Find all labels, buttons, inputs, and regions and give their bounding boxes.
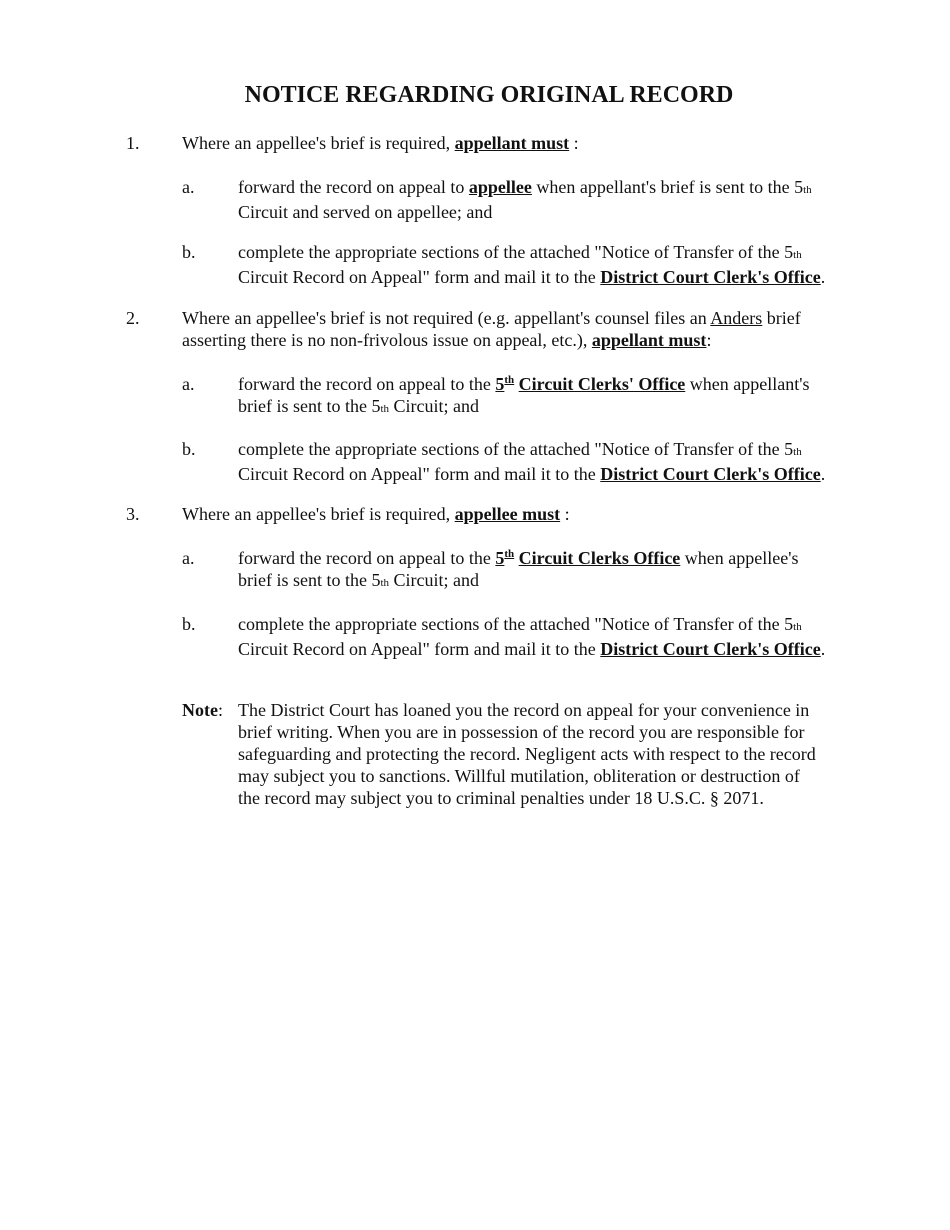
item-2a-letter: a. xyxy=(182,374,195,394)
note-text: The District Court has loaned you the record on appeal for your convenience in brief writing. When you are in possession of the record you are responsible for safeguarding and protecting the record. Negligent acts with respect to the record may subject you to sanctions. Willful mutilation, obliteration or destruction of the record may subject you to criminal penalties under 18 U.S.C. § 2071. xyxy=(238,700,816,808)
item-3-emphasis: appellee must xyxy=(454,504,561,524)
item-3b-letter: b. xyxy=(182,614,196,634)
item-1-text: Where an appellee's brief is required, appellant must : xyxy=(182,133,579,153)
item-1b-letter: b. xyxy=(182,242,196,262)
item-number-2: 2. xyxy=(126,308,140,328)
item-number-1: 1. xyxy=(126,133,140,153)
item-3a-letter: a. xyxy=(182,548,195,568)
item-3a-text: forward the record on appeal to the 5th Circuit Clerks Office when appellee's brief is sent to the 5th Circuit; and xyxy=(238,548,799,590)
item-3b-text: complete the appropriate sections of the attached "Notice of Transfer of the 5th Circuit Record on Appeal" form and mail it to the District Court Clerk's Office. xyxy=(238,614,826,659)
item-2-text: Where an appellee's brief is not required (e.g. appellant's counsel files an Anders brief asserting there is no non-frivolous issue on appeal, etc.), appellant must: xyxy=(182,308,801,350)
case-name: Anders xyxy=(710,308,763,328)
item-number-3: 3. xyxy=(126,504,140,524)
item-1b-text: complete the appropriate sections of the attached "Notice of Transfer of the 5th Circuit Record on Appeal" form and mail it to the District Court Clerk's Office. xyxy=(238,242,826,287)
item-1a-text: forward the record on appeal to appellee when appellant's brief is sent to the 5th Circuit and served on appellee; and xyxy=(238,177,812,222)
note-label: Note: xyxy=(182,700,223,720)
document-title: NOTICE REGARDING ORIGINAL RECORD xyxy=(244,82,734,108)
item-1-emphasis: appellant must xyxy=(454,133,570,153)
item-2b-letter: b. xyxy=(182,439,196,459)
item-2b-text: complete the appropriate sections of the attached "Notice of Transfer of the 5th Circuit Record on Appeal" form and mail it to the District Court Clerk's Office. xyxy=(238,439,826,484)
item-1a-letter: a. xyxy=(182,177,195,197)
item-2a-text: forward the record on appeal to the 5th Circuit Clerks' Office when appellant's brief is sent to the 5th Circuit; and xyxy=(238,374,810,416)
item-3-text: Where an appellee's brief is required, appellee must : xyxy=(182,504,570,524)
